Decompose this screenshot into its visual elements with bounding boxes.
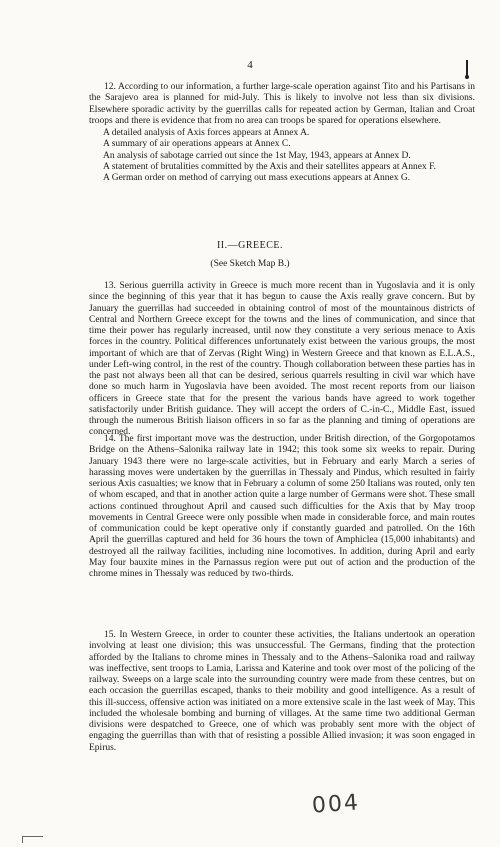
annex-item: A statement of brutalities committed by the Axis and their satellites appears at Annex F. [103,161,436,172]
section-heading: II.—GREECE. [216,240,284,251]
staple-mark [22,836,43,843]
paragraph-12 [89,82,475,127]
paragraph-15 [89,630,475,754]
annex-item: A German order on method of carrying out mass executions appears at Annex G. [103,173,411,183]
paragraph-13-text: 13. Serious guerrilla activity in Greece is much more recent than in Yugoslavia and it is only since the beginning of this year that it has begun to cause the Axis really grave concern. But by January the guerrillas had succeeded in obtaining control of most of the mountainous districts of Central and Northern Greece except for the towns and the lines of communication, and since that time their power has regularly increased, until now they constitute a very serious menace to Axis forces in the country. Political differences unfortunately exist between the various groups, the most important of which are that of Zervas (Right Wing) in Western Greece and that known as E.L.A.S., under Left-wing control, in the rest of the country. Though collaboration between these parties has in the past not always been all that can be desired, serious quarrels resulting in civil war which have done so much harm in Yugoslavia have been avoided. The most recent reports from our liaison officers in Greece state that for the present the various bands have agreed to work together satisfactorily under British guidance. They will accept the orders of C.-in-C., Middle East, issued through the numerous British liaison officers in so far as the planning and timing of operations are concerned. [89,281,475,438]
paragraph-15-text: 15. In Western Greece, in order to counter these activities, the Italians undertook an operation involving at least one division; this was unsuccessful. The Germans, finding that the protection afforded by the Italians to chrome mines in Thessaly and to the Athens–Salonika road and railway was ineffective, sent troops to Lamia, Larissa and Katerine and took over most of the policing of the railway. Sweeps on a large scale into the surrounding country were made from these centres, but on each occasion the guerrillas escaped, thanks to their mobility and good intelligence. As a result of this ill-success, offensive action was initiated on a more extensive scale in the last week of May. This included the wholesale bombing and burning of villages. At the same time two additional German divisions were despatched to Greece, one of which was probably sent more with the object of engaging the guerrillas than with that of resisting a possible Allied invasion; it was soon engaged in Epirus. [89,630,475,753]
stamp: 004 [311,790,361,819]
annex-item: A detailed analysis of Axis forces appears at Annex A. [103,128,310,138]
section-subheading: (See Sketch Map B.) [210,259,290,269]
annex-item: An analysis of sabotage carried out since the 1st May, 1943, appears at Annex D. [103,150,411,161]
margin-mark [466,60,468,76]
paragraph-14 [89,434,475,580]
paragraph-14-text: 14. The first important move was the destruction, under British direction, of the Gorgopotamos Bridge on the Athens–Salonika railway late in 1942; this took some six weeks to repair. During January 1943 there were no large-scale activities, but in February and early March a series of harassing moves were undertaken by the guerrillas in Thessaly and Pindus, which resulted in fairly serious Axis casualties; we know that in February a column of some 250 Italians was routed, only ten of whom escaped, and that in another action quite a large number of Germans were shot. These small actions continued throughout April and caused such difficulties for the Axis that by May troop movements in Central Greece were only possible when made in considerable force, and main routes of communication could be kept operative only if constantly guarded and patrolled. On the 16th April the guerrillas captured and held for 36 hours the town of Amphiclea (15,000 inhabitants) and destroyed all the railway facilities, including nine locomotives. In addition, during April and early May four bauxite mines in the Parnassus region were put out of action and the production of the chrome mines in Thessaly was reduced by two-thirds. [89,434,475,579]
paragraph-13 [89,281,475,439]
paragraph-12-text: 12. According to our information, a further large-scale operation against Tito and his Partisans in the Sarajevo area is planned for mid-July. This is likely to involve not less than six divisions. Elsewhere sporadic activity by the guerrillas calls for repeated action by German, Italian and Croat troops and there is evidence that from no area can troops be spared for operations elsewhere. [89,82,475,126]
annex-item: A summary of air operations appears at Annex C. [103,139,291,150]
page-number: 4 [247,59,253,71]
annex-list [103,128,475,184]
